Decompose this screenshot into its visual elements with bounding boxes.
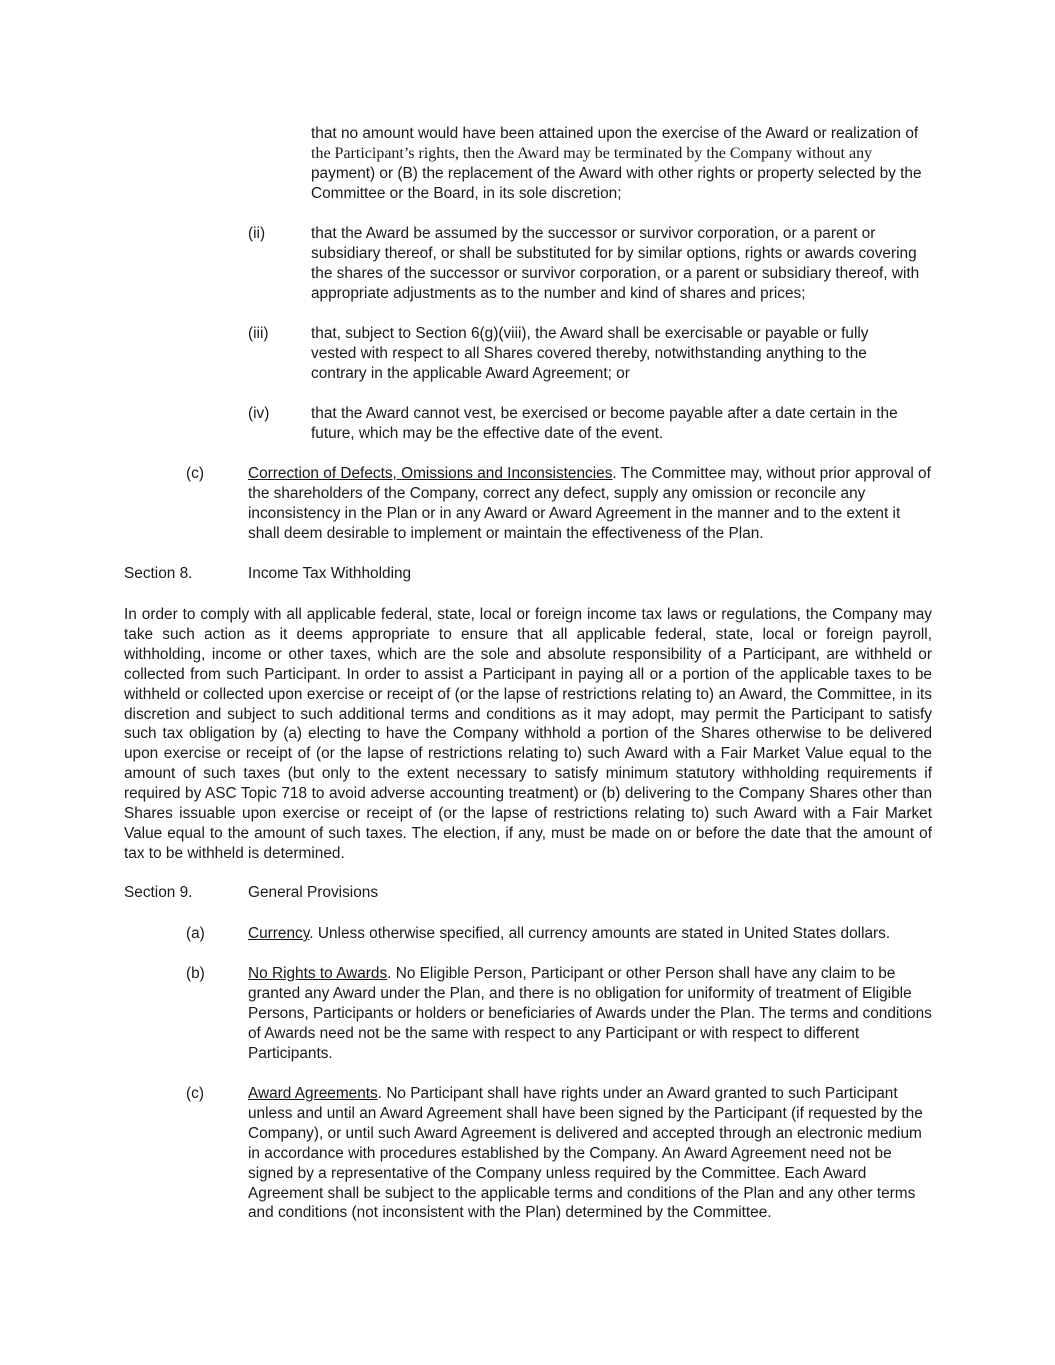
item-text [248,464,934,544]
continuation-line-1: that no amount would have been attained upon the exercise of the Award or realization of [311,125,919,142]
item-body: . No Participant shall have rights under an Award granted to such Participant unless and until an Award Agreement shall have been signed by the Participant (if requested by the Company), or until such Award Agreement is delivered and accepted through an electronic medium in accordance with procedures established by the Company. An Award Agreement need not be signed by a representative of the Company unless required by the Committee. Each Award Agreement shall be subject to the applicable terms and conditions of the Plan and any other terms and conditions (not inconsistent with the Plan) determined by the Committee. [248,1085,923,1222]
item-text [248,924,934,944]
item-text: that the Award be assumed by the successor or survivor corporation, or a parent or subsidiary thereof, or shall be substituted for by similar options, rights or awards covering the shares of the successor or survivor corporation, or a parent or subsidiary thereof, with appropriate adjustments as to the number and kind of shares and prices; [311,225,920,302]
item-text [248,964,934,1064]
item-body: . Unless otherwise specified, all currency amounts are stated in United States dollars. [309,925,891,942]
item-text [248,1084,934,1223]
continuation-line-2: the Participant’s rights, then the Award may be terminated by the Company without any [311,144,873,162]
item-label: (iii) [248,325,269,342]
item-body: . The Committee may, without prior approval of the shareholders of the Company, correct any defect, supply any omission or reconcile any inconsistency in the Plan or in any Award or Award Agreement in the manner and to the extent it shall deem desirable to implement or maintain the effectiveness of the Plan. [248,465,931,542]
item-label: (iv) [248,405,270,422]
item-heading: Correction of Defects, Omissions and Inconsistencies [248,465,613,482]
section-title: Income Tax Withholding [248,565,412,582]
section-title: General Provisions [248,884,379,901]
item-label: (ii) [248,225,266,242]
item-label: (c) [186,1085,204,1102]
section8-body: In order to comply with all applicable federal, state, local or foreign income tax laws or regulations, the Company may take such action as it deems appropriate to ensure that all applicable federal, state, local or foreign payroll, withholding, income or other taxes, which are the sole and absolute responsibility of a Participant, are withheld or collected from such Participant. In order to assist a Participant in paying all or a portion of the applicable taxes to be withheld or collected upon exercise or receipt of (or the lapse of restrictions relating to) an Award, the Committee, in its discretion and subject to such additional terms and conditions as it may adopt, may permit the Participant to satisfy such tax obligation by (a) electing to have the Company withhold a portion of the Shares otherwise to be delivered upon exercise or receipt of (or the lapse of restrictions relating to) such Award with a Fair Market Value equal to the amount of such taxes (but only to the extent necessary to satisfy minimum statutory withholding requirements if required by ASC Topic 718 to avoid adverse accounting treatment) or (b) delivering to the Company Shares other than Shares issuable upon exercise or receipt of (or the lapse of restrictions relating to) such Award with a Fair Market Value equal to the amount of such taxes. The election, if any, must be made on or before the date that the amount of tax to be withheld is determined. [124,606,932,862]
section-number: Section 8. [124,565,193,582]
item-text: that the Award cannot vest, be exercised or become payable after a date certain in the future, which may be the effective date of the event. [311,405,898,442]
continuation-line-3: payment) or (B) the replacement of the Award with other rights or property selected by the Committee or the Board, in its sole discretion; [311,164,922,202]
item-label: (c) [186,465,204,482]
item-heading: Award Agreements [248,1085,378,1102]
item-label: (a) [186,925,205,942]
item-heading: Currency [248,925,310,942]
section-number: Section 9. [124,884,193,901]
continuation-paragraph [311,124,933,204]
item-text: that, subject to Section 6(g)(viii), the Award shall be exercisable or payable or fully vested with respect to all Shares covered thereby, notwithstanding anything to the contrary in the applicable Award Agreement; or [311,325,869,382]
item-heading: No Rights to Awards [248,965,388,982]
item-body: . No Eligible Person, Participant or other Person shall have any claim to be granted any Award under the Plan, and there is no obligation for uniformity of treatment of Eligible Persons, Participants or holders or beneficiaries of Awards under the Plan. The terms and conditions of Awards need not be the same with respect to any Participant or with respect to different Participants. [248,965,932,1062]
item-label: (b) [186,965,205,982]
